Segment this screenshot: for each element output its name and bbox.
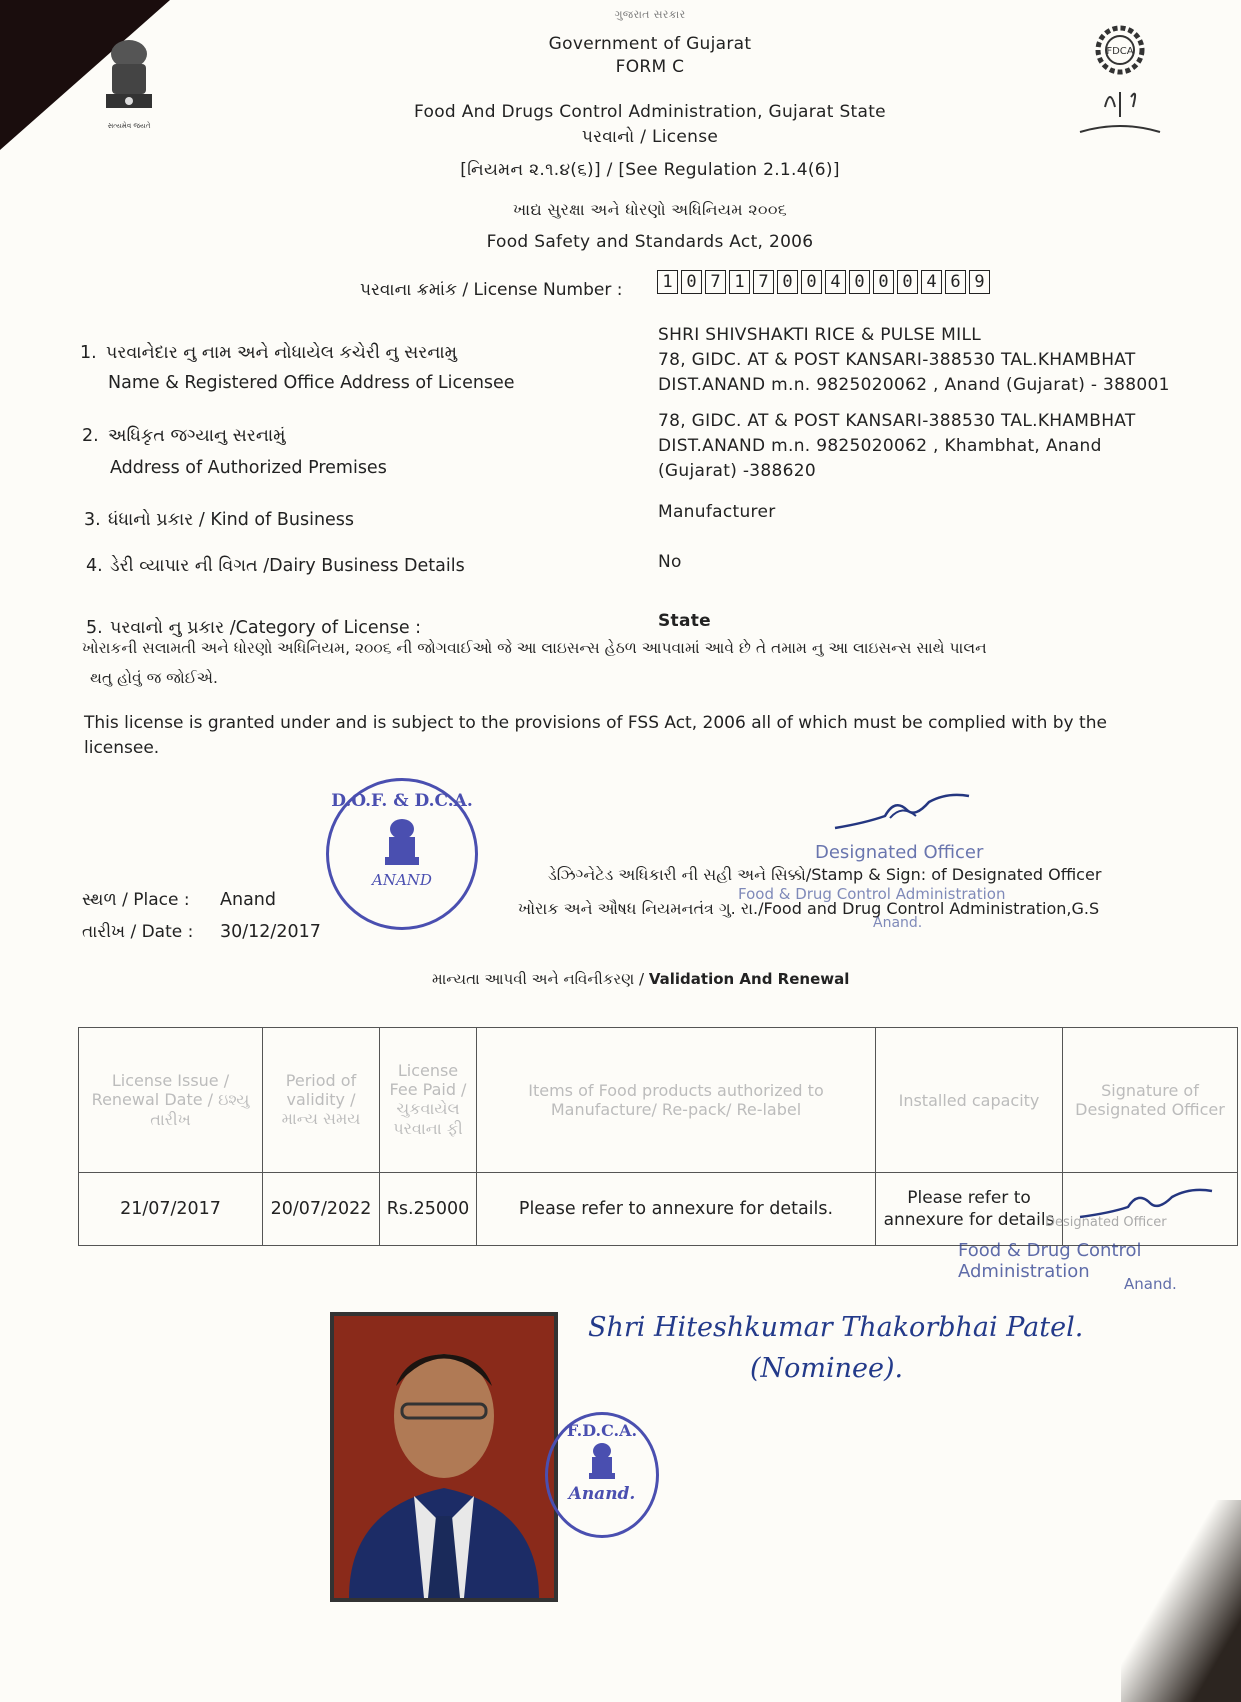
capacity-cell: Please refer to annexure for details <box>876 1173 1063 1246</box>
official-round-stamp <box>326 778 478 930</box>
table-stamp-line3: Anand. <box>1124 1275 1177 1293</box>
provision-gu-line: ખોરાકની સલામતી અને ધોરણો અધિનિયમ, ૨૦૦૬ ની જોગવાઈઓ જે આ લાઇસન્સ હેઠળ આપવામાં આવે છે તે તમામ નુ આ લાઇસન્સ સાથે પાલન <box>82 639 987 657</box>
ashoka-emblem-icon <box>98 32 160 118</box>
stamp-title: D.O.F. & D.C.A. <box>331 791 473 811</box>
license-digit-box: 9 <box>969 270 990 294</box>
bottom-stamp-city: Anand. <box>568 1484 636 1504</box>
field-4-value: No <box>658 552 682 572</box>
table-row <box>79 1173 1238 1246</box>
field-3-value: Manufacturer <box>658 502 776 522</box>
table-header-cell: License Issue / Renewal Date / ઇશ્યુ તારીખ <box>79 1028 263 1173</box>
fdca-logo-icon <box>1075 22 1165 152</box>
person-portrait-icon <box>334 1316 554 1598</box>
field-5-value: State <box>658 611 711 631</box>
license-digit-box: 6 <box>945 270 966 294</box>
designated-sign-line: ડેઝિગ્નેટેડ અધિકારી ની સહી અને સિક્કો/Stamp & Sign: of Designated Officer <box>548 865 1102 884</box>
license-digit-box: 0 <box>897 270 918 294</box>
table-stamp-line1: Designated Officer <box>1045 1215 1167 1230</box>
field-2-label-gu: અધિકૃત જગ્યાનુ સરનામું <box>108 426 286 446</box>
field-1-value-line: DIST.ANAND m.n. 9825020062 , Anand (Gujarat) - 388001 <box>658 375 1170 395</box>
field-1-label-en: Name & Registered Office Address of Licensee <box>108 373 515 393</box>
header-admin: Food And Drugs Control Administration, Gujarat State <box>414 102 886 122</box>
header-regulation: [નિયમન ૨.૧.૪(૬)] / [See Regulation 2.1.4(6)] <box>460 160 840 180</box>
table-header-cell: Signature of Designated Officer <box>1063 1028 1238 1173</box>
field-1-value-line: SHRI SHIVSHAKTI RICE & PULSE MILL <box>658 325 981 345</box>
table-stamp-line2: Food & Drug Control Administration <box>958 1240 1142 1282</box>
field-2-label-en: Address of Authorized Premises <box>110 458 387 478</box>
nominee-photo <box>330 1312 558 1602</box>
license-number-boxes <box>657 270 1087 294</box>
field-2-value-line: DIST.ANAND m.n. 9825020062 , Khambhat, Anand <box>658 436 1102 456</box>
validation-title-gu: માન્યતા આપવી અને નવિનીકરણ <box>432 970 635 988</box>
field-5-label: પરવાનો નુ પ્રકાર /Category of License : <box>110 618 422 638</box>
table-header-cell: License Fee Paid / ચુકવાયેલ પરવાના ફી <box>380 1028 477 1173</box>
header-form: FORM C <box>615 57 685 77</box>
field-4-number: 4. <box>86 556 103 576</box>
designated-admin-line: ખોરાક અને ઔષધ નિયમનતંત્ર ગુ. રા./Food and Drug Control Administration,G.S <box>518 899 1100 918</box>
items-cell: Please refer to annexure for details. <box>477 1173 876 1246</box>
license-digit-box: 1 <box>657 270 678 294</box>
license-digit-box: 4 <box>825 270 846 294</box>
field-1-value-line: 78, GIDC. AT & POST KANSARI-388530 TAL.KHAMBHAT <box>658 350 1136 370</box>
validation-title: માન્યતા આપવી અને નવિનીકરણ / Validation And Renewal <box>432 970 850 988</box>
license-number-label: પરવાના ક્રમાંક / License Number : <box>360 280 623 300</box>
date-value: 30/12/2017 <box>220 922 321 942</box>
nominee-name: Shri Hiteshkumar Thakorbhai Patel. <box>588 1312 1084 1343</box>
field-3-number: 3. <box>84 510 101 530</box>
table-header-cell: Installed capacity <box>876 1028 1063 1173</box>
header-act-en: Food Safety and Standards Act, 2006 <box>486 232 814 252</box>
license-digit-box: 0 <box>681 270 702 294</box>
field-2-value-line: (Gujarat) -388620 <box>658 461 816 481</box>
svg-text:FDCA: FDCA <box>1106 46 1134 57</box>
field-1-number: 1. <box>80 343 97 363</box>
validation-table <box>78 1027 1238 1246</box>
license-digit-box: 7 <box>753 270 774 294</box>
license-digit-box: 1 <box>729 270 750 294</box>
stamp-city: ANAND <box>372 871 432 889</box>
designated-stamp-title: Designated Officer <box>815 842 984 863</box>
table-header-cell: Period of validity / માન્ય સમય <box>263 1028 380 1173</box>
provision-en-line: licensee. <box>84 738 160 758</box>
bottom-stamp-emblem-icon <box>584 1440 620 1480</box>
header-govt: Government of Gujarat <box>548 34 752 54</box>
field-5-number: 5. <box>86 618 103 638</box>
provision-en <box>84 711 1234 761</box>
validity-cell: 20/07/2022 <box>263 1173 380 1246</box>
license-digit-box: 4 <box>921 270 942 294</box>
provision-gu <box>82 633 1222 693</box>
bottom-stamp-title: F.D.C.A. <box>566 1421 638 1440</box>
national-emblem <box>98 32 160 132</box>
field-1-label-gu: પરવાનેદાર નુ નામ અને નોધાયેલ કચેરી નુ સરનામુ <box>106 343 458 363</box>
designated-stamp-sub1: Food & Drug Control Administration <box>738 885 1006 903</box>
field-2-number: 2. <box>82 426 99 446</box>
place-label: સ્થળ / Place : <box>82 890 190 910</box>
header-act-gu: ખાદ્ય સુરક્ષા અને ધોરણો અધિનિયમ ૨૦૦૬ <box>512 200 788 219</box>
fee-cell: Rs.25000 <box>380 1173 477 1246</box>
page-edge-shadow <box>1121 1500 1241 1702</box>
field-3-label: ધંધાનો પ્રકાર / Kind of Business <box>108 510 355 530</box>
emblem-caption: સત્યમેવ જયતે <box>107 122 151 130</box>
signature-cell <box>1063 1173 1238 1246</box>
date-label: તારીખ / Date : <box>82 922 194 942</box>
bottom-round-stamp <box>545 1412 659 1538</box>
validation-title-en: Validation And Renewal <box>648 970 850 988</box>
officer-signature-icon <box>830 790 990 840</box>
field-2-value-line: 78, GIDC. AT & POST KANSARI-388530 TAL.KHAMBHAT <box>658 411 1136 431</box>
table-header-cell: Items of Food products authorized to Manufacture/ Re-pack/ Re-label <box>477 1028 876 1173</box>
license-digit-box: 0 <box>849 270 870 294</box>
field-2-value <box>658 409 1218 484</box>
license-digit-box: 7 <box>705 270 726 294</box>
place-value: Anand <box>220 890 276 910</box>
field-4-label: ડેરી વ્યાપાર ની વિગત /Dairy Business Details <box>110 556 465 576</box>
license-digit-box: 0 <box>777 270 798 294</box>
provision-en-line: This license is granted under and is subject to the provisions of FSS Act, 2006 all of which must be complied with by the <box>84 713 1107 733</box>
header-license-title: પરવાનો / License <box>581 127 719 147</box>
designated-stamp-sub2: Anand. <box>873 915 923 931</box>
table-header-row <box>79 1028 1238 1173</box>
header-gu-top: ગુજરાત સરકાર <box>614 8 686 21</box>
nominee-role: (Nominee). <box>750 1353 904 1384</box>
license-digit-box: 0 <box>801 270 822 294</box>
field-1-value <box>658 323 1218 398</box>
provision-gu-line: થતુ હોવું જ જોઈએ. <box>90 669 218 687</box>
issue-date-cell: 21/07/2017 <box>79 1173 263 1246</box>
stamp-emblem-icon <box>377 815 427 867</box>
license-digit-box: 0 <box>873 270 894 294</box>
